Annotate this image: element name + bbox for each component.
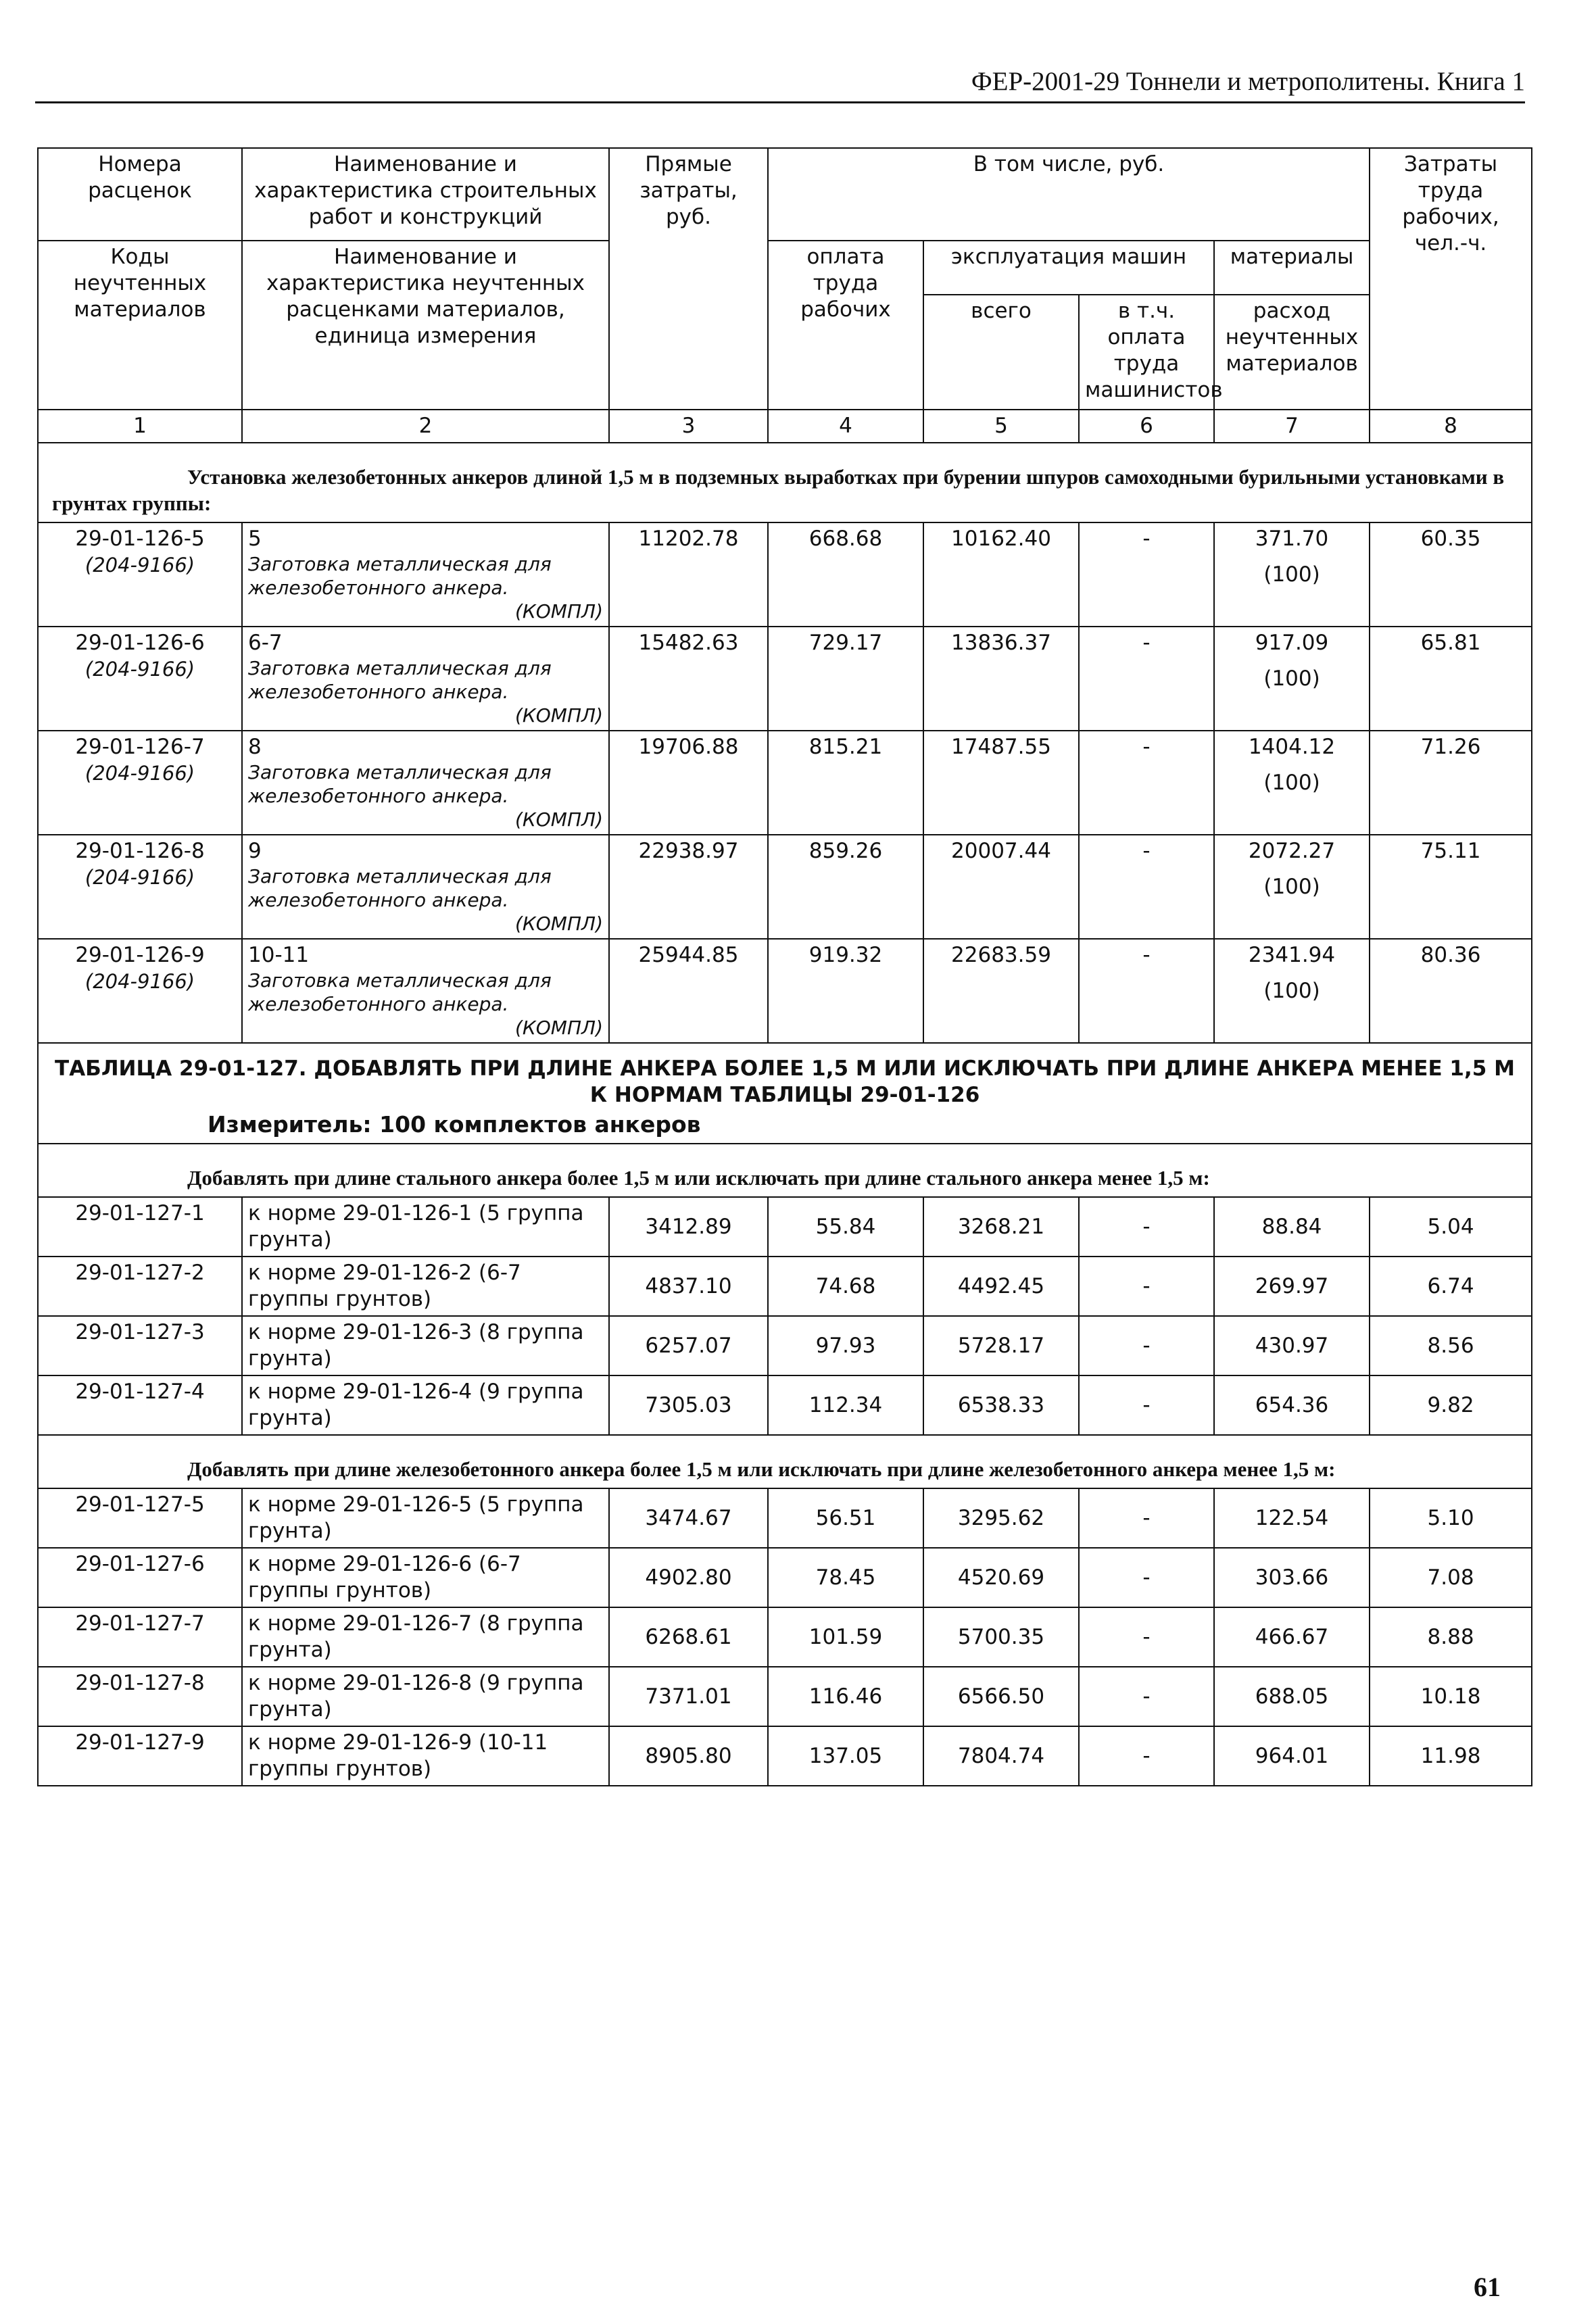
labor-hours: 5.04 xyxy=(1370,1197,1532,1257)
material-unit: (КОМПЛ) xyxy=(514,912,603,935)
rate-code: 29-01-126-7 xyxy=(75,735,205,759)
operators-pay: - xyxy=(1079,1488,1214,1548)
measure-value: 100 комплектов анкеров xyxy=(379,1111,701,1138)
machines-total: 6566.50 xyxy=(923,1667,1079,1726)
material-consumption: (100) xyxy=(1263,562,1320,587)
material-consumption: (100) xyxy=(1263,875,1320,899)
operators-pay: - xyxy=(1079,1257,1214,1316)
section-heading-row xyxy=(38,1435,1532,1488)
machines-total: 10162.40 xyxy=(923,522,1079,627)
labor-pay: 668.68 xyxy=(768,522,923,627)
materials-cost: 1404.12 xyxy=(1248,735,1336,759)
col-num-7: 7 xyxy=(1214,410,1370,443)
direct-costs: 4902.80 xyxy=(609,1548,768,1607)
machines-total: 6538.33 xyxy=(923,1375,1079,1435)
soil-group: 6-7 xyxy=(248,631,283,655)
operators-pay: - xyxy=(1079,1667,1214,1726)
rates-table xyxy=(37,147,1532,1786)
material-unit: (КОМПЛ) xyxy=(514,808,603,831)
col-num-3: 3 xyxy=(609,410,768,443)
table-row xyxy=(38,1197,1532,1257)
table-row xyxy=(38,1607,1532,1667)
operators-pay: - xyxy=(1079,1197,1214,1257)
labor-hours: 5.10 xyxy=(1370,1488,1532,1548)
header-machines-total: всего xyxy=(923,295,1079,410)
labor-pay: 729.17 xyxy=(768,627,923,731)
col-num-8: 8 xyxy=(1370,410,1532,443)
rate-code: 29-01-126-9 xyxy=(75,943,205,967)
labor-pay: 919.32 xyxy=(768,939,923,1043)
machines-total: 22683.59 xyxy=(923,939,1079,1043)
header-unaccounted-materials: расход неучтенных материалов xyxy=(1214,295,1370,410)
operators-pay: - xyxy=(1079,522,1214,627)
operators-pay: - xyxy=(1079,1726,1214,1786)
material-code: (204-9166) xyxy=(84,762,195,785)
material-name: Заготовка металлическая для железобетонного анкера. xyxy=(248,657,552,703)
header-material-codes: Коды неучтенных материалов xyxy=(38,241,242,410)
operators-pay: - xyxy=(1079,731,1214,835)
materials-cost: 917.09 xyxy=(1255,631,1329,655)
materials-cost: 2341.94 xyxy=(1248,943,1336,967)
operators-pay: - xyxy=(1079,1548,1214,1607)
table-row xyxy=(38,1667,1532,1726)
soil-group: 5 xyxy=(248,527,262,551)
materials-cost: 654.36 xyxy=(1214,1375,1370,1435)
rate-code: 29-01-127-3 xyxy=(38,1316,242,1375)
header-work-name: Наименование и характеристика строительных работ и конструкций xyxy=(242,148,609,241)
machines-total: 5700.35 xyxy=(923,1607,1079,1667)
material-code: (204-9166) xyxy=(84,866,195,889)
header-direct-costs: Прямые затраты, руб. xyxy=(609,148,768,410)
labor-pay: 55.84 xyxy=(768,1197,923,1257)
header-including-group: В том числе, руб. xyxy=(768,148,1370,241)
material-code: (204-9166) xyxy=(84,658,195,681)
machines-total: 3268.21 xyxy=(923,1197,1079,1257)
section-heading-row xyxy=(38,1144,1532,1197)
direct-costs: 3412.89 xyxy=(609,1197,768,1257)
table-row xyxy=(38,1488,1532,1548)
rate-description: к норме 29-01-126-8 (9 группа грунта) xyxy=(242,1667,609,1726)
page-number: 61 xyxy=(1474,2272,1501,2302)
materials-cost: 269.97 xyxy=(1214,1257,1370,1316)
direct-costs: 4837.10 xyxy=(609,1257,768,1316)
direct-costs: 6257.07 xyxy=(609,1316,768,1375)
section-heading-row xyxy=(38,443,1532,522)
direct-costs: 15482.63 xyxy=(609,627,768,731)
table-row xyxy=(38,731,1532,835)
direct-costs: 7371.01 xyxy=(609,1667,768,1726)
table-row xyxy=(38,939,1532,1043)
labor-hours: 75.11 xyxy=(1370,835,1532,939)
material-code: (204-9166) xyxy=(84,554,195,577)
operators-pay: - xyxy=(1079,627,1214,731)
col-num-6: 6 xyxy=(1079,410,1214,443)
rate-code: 29-01-127-7 xyxy=(38,1607,242,1667)
direct-costs: 22938.97 xyxy=(609,835,768,939)
direct-costs: 19706.88 xyxy=(609,731,768,835)
header-labor-pay: оплата труда рабочих xyxy=(768,241,923,410)
labor-hours: 8.88 xyxy=(1370,1607,1532,1667)
table-row xyxy=(38,1726,1532,1786)
labor-hours: 80.36 xyxy=(1370,939,1532,1043)
rate-code: 29-01-127-1 xyxy=(38,1197,242,1257)
table-title-row xyxy=(38,1043,1532,1144)
table-row xyxy=(38,627,1532,731)
labor-pay: 116.46 xyxy=(768,1667,923,1726)
labor-pay: 815.21 xyxy=(768,731,923,835)
col-num-4: 4 xyxy=(768,410,923,443)
soil-group: 10-11 xyxy=(248,943,310,967)
direct-costs: 11202.78 xyxy=(609,522,768,627)
rate-code: 29-01-127-2 xyxy=(38,1257,242,1316)
labor-hours: 11.98 xyxy=(1370,1726,1532,1786)
material-name: Заготовка металлическая для железобетонного анкера. xyxy=(248,761,552,807)
material-unit: (КОМПЛ) xyxy=(514,704,603,727)
rate-description: к норме 29-01-126-7 (8 группа грунта) xyxy=(242,1607,609,1667)
table-row xyxy=(38,1375,1532,1435)
rate-code: 29-01-127-9 xyxy=(38,1726,242,1786)
table-row xyxy=(38,1548,1532,1607)
header-machines: эксплуатация машин xyxy=(923,241,1214,295)
material-name: Заготовка металлическая для железобетонного анкера. xyxy=(248,865,552,911)
page-header-title: ФЕР-2001-29 Тоннели и метрополитены. Книга 1 xyxy=(971,67,1525,96)
rate-code: 29-01-127-5 xyxy=(38,1488,242,1548)
header-rate-numbers: Номера расценок xyxy=(38,148,242,241)
header-row-1 xyxy=(38,148,1532,241)
material-unit: (КОМПЛ) xyxy=(514,600,603,623)
material-consumption: (100) xyxy=(1263,666,1320,691)
operators-pay: - xyxy=(1079,1607,1214,1667)
rate-description: к норме 29-01-126-5 (5 группа грунта) xyxy=(242,1488,609,1548)
rate-code: 29-01-126-5 xyxy=(75,527,205,551)
labor-hours: 7.08 xyxy=(1370,1548,1532,1607)
table-row xyxy=(38,1257,1532,1316)
direct-costs: 7305.03 xyxy=(609,1375,768,1435)
materials-cost: 430.97 xyxy=(1214,1316,1370,1375)
labor-hours: 10.18 xyxy=(1370,1667,1532,1726)
soil-group: 9 xyxy=(248,839,262,863)
labor-pay: 78.45 xyxy=(768,1548,923,1607)
material-consumption: (100) xyxy=(1263,979,1320,1003)
materials-cost: 371.70 xyxy=(1255,527,1329,551)
materials-cost: 688.05 xyxy=(1214,1667,1370,1726)
rate-code: 29-01-126-8 xyxy=(75,839,205,863)
column-numbers-row xyxy=(38,410,1532,443)
rate-description: к норме 29-01-126-1 (5 группа грунта) xyxy=(242,1197,609,1257)
header-row-2 xyxy=(38,241,1532,295)
direct-costs: 3474.67 xyxy=(609,1488,768,1548)
rate-code: 29-01-127-6 xyxy=(38,1548,242,1607)
section-title: Добавлять при длине стального анкера более 1,5 м или исключать при длине стального анкера менее 1,5 м: xyxy=(187,1166,1210,1190)
operators-pay: - xyxy=(1079,1316,1214,1375)
machines-total: 17487.55 xyxy=(923,731,1079,835)
table-row xyxy=(38,835,1532,939)
labor-hours: 8.56 xyxy=(1370,1316,1532,1375)
col-num-5: 5 xyxy=(923,410,1079,443)
material-unit: (КОМПЛ) xyxy=(514,1017,603,1039)
machines-total: 3295.62 xyxy=(923,1488,1079,1548)
labor-pay: 97.93 xyxy=(768,1316,923,1375)
header-material-name: Наименование и характеристика неучтенных расценками материалов, единица измерения xyxy=(242,241,609,410)
materials-cost: 2072.27 xyxy=(1248,839,1336,863)
rate-description: к норме 29-01-126-3 (8 группа грунта) xyxy=(242,1316,609,1375)
labor-pay: 101.59 xyxy=(768,1607,923,1667)
rate-description: к норме 29-01-126-4 (9 группа грунта) xyxy=(242,1375,609,1435)
section-title: Добавлять при длине железобетонного анкера более 1,5 м или исключать при длине железобетонного анкера менее 1,5 м: xyxy=(187,1457,1336,1481)
labor-hours: 9.82 xyxy=(1370,1375,1532,1435)
direct-costs: 25944.85 xyxy=(609,939,768,1043)
header-materials: материалы xyxy=(1214,241,1370,295)
materials-cost: 88.84 xyxy=(1214,1197,1370,1257)
machines-total: 20007.44 xyxy=(923,835,1079,939)
header-rule xyxy=(35,101,1525,103)
labor-pay: 74.68 xyxy=(768,1257,923,1316)
labor-pay: 137.05 xyxy=(768,1726,923,1786)
col-num-2: 2 xyxy=(242,410,609,443)
materials-cost: 466.67 xyxy=(1214,1607,1370,1667)
rate-code: 29-01-126-6 xyxy=(75,631,205,655)
labor-pay: 859.26 xyxy=(768,835,923,939)
direct-costs: 6268.61 xyxy=(609,1607,768,1667)
col-num-1: 1 xyxy=(38,410,242,443)
material-name: Заготовка металлическая для железобетонного анкера. xyxy=(248,553,552,599)
machines-total: 5728.17 xyxy=(923,1316,1079,1375)
labor-hours: 6.74 xyxy=(1370,1257,1532,1316)
material-code: (204-9166) xyxy=(84,970,195,993)
materials-cost: 122.54 xyxy=(1214,1488,1370,1548)
rate-description: к норме 29-01-126-9 (10-11 группы грунтов) xyxy=(242,1726,609,1786)
machines-total: 4492.45 xyxy=(923,1257,1079,1316)
materials-cost: 303.66 xyxy=(1214,1548,1370,1607)
machines-total: 7804.74 xyxy=(923,1726,1079,1786)
header-operators-pay: в т.ч. оплата труда машинистов xyxy=(1079,295,1214,410)
table-127-title: ТАБЛИЦА 29-01-127. ДОБАВЛЯТЬ ПРИ ДЛИНЕ АНКЕРА БОЛЕЕ 1,5 М ИЛИ ИСКЛЮЧАТЬ ПРИ ДЛИНЕ АНКЕРА МЕНЕЕ 1,5 М К НОРМАМ ТАБЛИЦЫ 29-01-126 xyxy=(55,1056,1515,1107)
section-title: Установка железобетонных анкеров длиной 1,5 м в подземных выработках при бурении шпуров самоходными бурильными установками в грунтах группы: xyxy=(52,465,1505,515)
machines-total: 4520.69 xyxy=(923,1548,1079,1607)
labor-hours: 65.81 xyxy=(1370,627,1532,731)
measure-label: Измеритель: xyxy=(208,1111,372,1138)
labor-hours: 60.35 xyxy=(1370,522,1532,627)
material-name: Заготовка металлическая для железобетонного анкера. xyxy=(248,969,552,1015)
materials-cost: 964.01 xyxy=(1214,1726,1370,1786)
rate-code: 29-01-127-8 xyxy=(38,1667,242,1726)
header-labor-hours: Затраты труда рабочих, чел.-ч. xyxy=(1370,148,1532,410)
table-row xyxy=(38,522,1532,627)
material-consumption: (100) xyxy=(1263,771,1320,795)
operators-pay: - xyxy=(1079,835,1214,939)
machines-total: 13836.37 xyxy=(923,627,1079,731)
rate-description: к норме 29-01-126-6 (6-7 группы грунтов) xyxy=(242,1548,609,1607)
table-row xyxy=(38,1316,1532,1375)
soil-group: 8 xyxy=(248,735,262,759)
labor-hours: 71.26 xyxy=(1370,731,1532,835)
operators-pay: - xyxy=(1079,1375,1214,1435)
labor-pay: 56.51 xyxy=(768,1488,923,1548)
rate-code: 29-01-127-4 xyxy=(38,1375,242,1435)
operators-pay: - xyxy=(1079,939,1214,1043)
direct-costs: 8905.80 xyxy=(609,1726,768,1786)
rate-description: к норме 29-01-126-2 (6-7 группы грунтов) xyxy=(242,1257,609,1316)
labor-pay: 112.34 xyxy=(768,1375,923,1435)
